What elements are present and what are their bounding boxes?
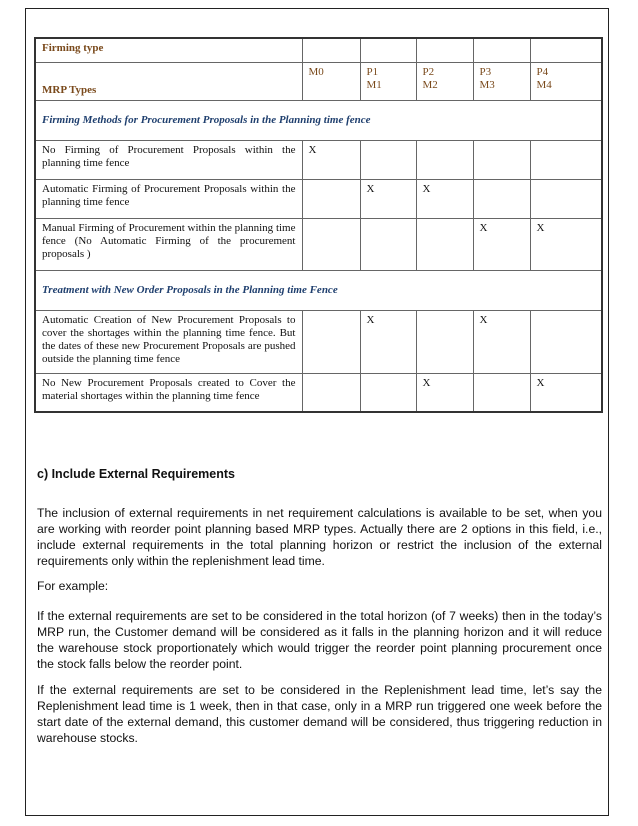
column-header-bottom: M2 bbox=[422, 78, 438, 91]
mark-cell bbox=[302, 373, 360, 412]
table-row bbox=[35, 373, 602, 412]
mark-cell bbox=[473, 373, 530, 412]
mark-cell bbox=[530, 140, 602, 179]
mrp-types-row bbox=[35, 62, 602, 100]
column-header-p1-m1 bbox=[360, 62, 416, 100]
column-header-bottom: M1 bbox=[366, 78, 382, 91]
section-title: Firming Methods for Procurement Proposals in the Planning time fence bbox=[35, 100, 602, 140]
table-row bbox=[35, 140, 602, 179]
column-header-p4-m4 bbox=[530, 62, 602, 100]
table-row bbox=[35, 218, 602, 270]
mrp-types-label: MRP Types bbox=[35, 62, 302, 100]
mark-cell: X bbox=[360, 310, 416, 373]
mrp-firming-table-wrapper bbox=[34, 37, 601, 413]
mark-cell bbox=[360, 140, 416, 179]
column-header-p2-m2 bbox=[416, 62, 473, 100]
mark-cell bbox=[473, 179, 530, 218]
mark-cell bbox=[416, 218, 473, 270]
section-title: Treatment with New Order Proposals in the Planning time Fence bbox=[35, 270, 602, 310]
mark-cell bbox=[473, 140, 530, 179]
section-row-firming-methods bbox=[35, 100, 602, 140]
table-row bbox=[35, 310, 602, 373]
mark-cell bbox=[360, 218, 416, 270]
mark-cell bbox=[302, 310, 360, 373]
firming-type-row bbox=[35, 38, 602, 62]
mark-cell bbox=[416, 140, 473, 179]
mark-cell: X bbox=[530, 373, 602, 412]
empty-cell bbox=[302, 38, 360, 62]
empty-cell bbox=[416, 38, 473, 62]
mark-cell: X bbox=[473, 310, 530, 373]
mark-cell bbox=[302, 218, 360, 270]
column-header-p3-m3 bbox=[473, 62, 530, 100]
mark-cell bbox=[416, 310, 473, 373]
paragraph-for-example: For example: bbox=[37, 579, 109, 593]
mrp-firming-table bbox=[34, 37, 603, 413]
column-header-m0 bbox=[302, 62, 360, 100]
mark-cell: X bbox=[416, 373, 473, 412]
mark-cell bbox=[530, 310, 602, 373]
empty-cell bbox=[360, 38, 416, 62]
paragraph-inclusion: The inclusion of external requirements in net requirement calculations is available to be set, when you are working with reorder point planning based MRP types. Actually there are 2 options in this field, i.e., include external requirements in the total planning horizon or restrict the inclusion of the external requirements only within the replenishment lead time. bbox=[37, 506, 602, 568]
column-header-bottom: M3 bbox=[479, 78, 495, 91]
column-header-top: P2 bbox=[422, 65, 435, 78]
column-header-top: P4 bbox=[536, 65, 549, 78]
firming-type-label: Firming type bbox=[35, 38, 302, 62]
mark-cell bbox=[302, 179, 360, 218]
column-header-top: P3 bbox=[479, 65, 492, 78]
section-row-new-order-proposals bbox=[35, 270, 602, 310]
column-header-top: M0 bbox=[308, 65, 324, 78]
mark-cell: X bbox=[473, 218, 530, 270]
mark-cell: X bbox=[530, 218, 602, 270]
row-description: No Firming of Procurement Proposals within the planning time fence bbox=[35, 140, 302, 179]
mark-cell: X bbox=[416, 179, 473, 218]
table-row bbox=[35, 179, 602, 218]
mark-cell: X bbox=[302, 140, 360, 179]
empty-cell bbox=[530, 38, 602, 62]
empty-cell bbox=[473, 38, 530, 62]
row-description: Manual Firming of Procurement within the planning time fence (No Automatic Firming of the procurement proposals ) bbox=[35, 218, 302, 270]
row-description: Automatic Creation of New Procurement Proposals to cover the shortages within the planning time fence. But the dates of these new Procurement Proposals are pushed outside the planning time fence bbox=[35, 310, 302, 373]
column-header-bottom: M4 bbox=[536, 78, 552, 91]
row-description: Automatic Firming of Procurement Proposals within the planning time fence bbox=[35, 179, 302, 218]
mark-cell: X bbox=[360, 179, 416, 218]
paragraph-total-horizon: If the external requirements are set to be considered in the total horizon (of 7 weeks) then in the today’s MRP run, the Customer demand will be considered as it falls in the planning horizon and it will reduce the warehouse stock proportionately which would trigger the reorder point planning procurement once the stock falls below the reorder point. bbox=[37, 609, 602, 671]
mark-cell bbox=[360, 373, 416, 412]
section-c-heading: c) Include External Requirements bbox=[37, 467, 235, 481]
row-description: No New Procurement Proposals created to Cover the material shortages within the planning time fence bbox=[35, 373, 302, 412]
column-header-top: P1 bbox=[366, 65, 379, 78]
paragraph-replenishment: If the external requirements are set to be considered in the Replenishment lead time, let’s say the Replenishment lead time is 1 week, then in that case, only in a MRP run triggered one week before the start date of the external demand, this customer demand will be considered, thus triggering reduction in warehouse stocks. bbox=[37, 683, 602, 745]
mark-cell bbox=[530, 179, 602, 218]
